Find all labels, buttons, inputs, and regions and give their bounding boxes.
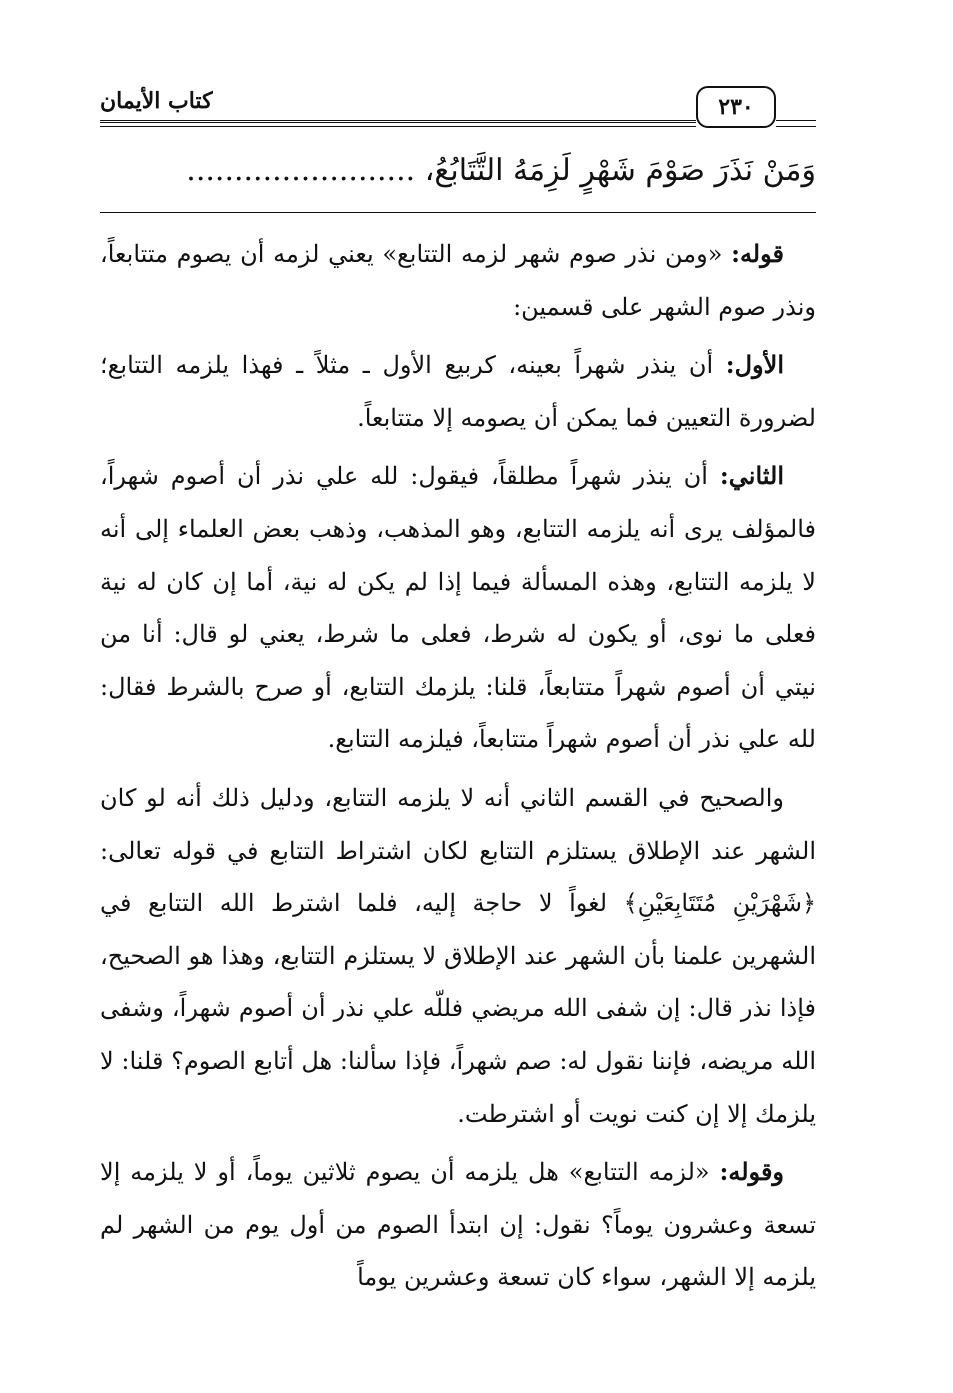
paragraph-lead: الثاني: — [719, 461, 784, 491]
paragraph-text: أن ينذر شهراً مطلقاً، فيقول: لله علي نذر أن أصوم شهراً، فالمؤلف يرى أنه يلزمه التتابع، وهو المذهب، وذهب بعض العلماء إلى أنه لا يلزمه التتابع، وهذه المسألة فيما إذا لم يكن له نية، أما إن كان له نية فعلى ما نوى، أو يكون له شرط، فعلى ما شرط، يعني لو قال: أنا من نيتي أن أصوم شهراً متتابعاً، قلنا: يلزمك التتابع، أو صرح بالشرط فقال: لله علي نذر أن أصوم شهراً متتابعاً، فيلزمه التتابع. — [100, 462, 816, 754]
commentary-body — [100, 228, 816, 1310]
paragraph-text: أن ينذر شهراً بعينه، كربيع الأول ـ مثلاً ـ فهذا يلزمه التتابع؛ لضرورة التعيين فما يمكن أن يصومه إلا متتابعاً. — [100, 351, 816, 432]
paragraph-text: والصحيح في القسم الثاني أنه لا يلزمه التتابع، ودليل ذلك أنه لو كان الشهر عند الإطلاق يستلزم التتابع لكان اشتراط التتابع في قوله تعالى: ﴿شَهْرَيْنِ مُتَتَابِعَيْنِ﴾ لغواً لا حاجة إليه، فلما اشترط الله التتابع في الشهرين علمنا بأن الشهر عند الإطلاق لا يستلزم التتابع، وهذا هو الصحيح، فإذا نذر قال: إن شفى الله مريضي فللّه علي نذر أن أصوم شهراً، وشفى الله مريضه، فإننا نقول له: صم شهراً، فإذا سألنا: هل أتابع الصوم؟ قلنا: لا يلزمك إلا إن كنت نويت أو اشترطت. — [100, 783, 816, 1128]
paragraph — [100, 1146, 816, 1304]
paragraph — [100, 450, 816, 766]
header-rule-right — [776, 120, 816, 127]
book-title: كتاب الأيمان — [100, 88, 213, 114]
header-rule-left — [100, 120, 696, 127]
paragraph — [100, 339, 816, 444]
matn-line: وَمَنْ نَذَرَ صَوْمَ شَهْرٍ لَزِمَهُ التَّتَابُعُ، ........................ — [186, 153, 816, 188]
paragraph-text: «لزمه التتابع» هل يلزمه أن يصوم ثلاثين يوماً، أو لا يلزمه إلا تسعة وعشرون يوماً؟ نقول: إن ابتدأ الصوم من أول يوم من الشهر لم يلزمه إلا الشهر، سواء كان تسعة وعشرين يوماً — [100, 1158, 816, 1292]
paragraph — [100, 772, 816, 1140]
paragraph-lead: وقوله: — [719, 1157, 784, 1187]
paragraph-lead: قوله: — [731, 239, 784, 268]
paragraph-text: «ومن نذر صوم شهر لزمه التتابع» يعني لزمه أن يصوم متتابعاً، ونذر صوم الشهر على قسمين: — [100, 240, 816, 321]
paragraph — [100, 228, 816, 333]
page-number: ٢٣٠ — [696, 86, 776, 128]
running-header — [100, 80, 816, 140]
paragraph-lead: الأول: — [725, 350, 784, 380]
matn-divider — [100, 212, 816, 213]
